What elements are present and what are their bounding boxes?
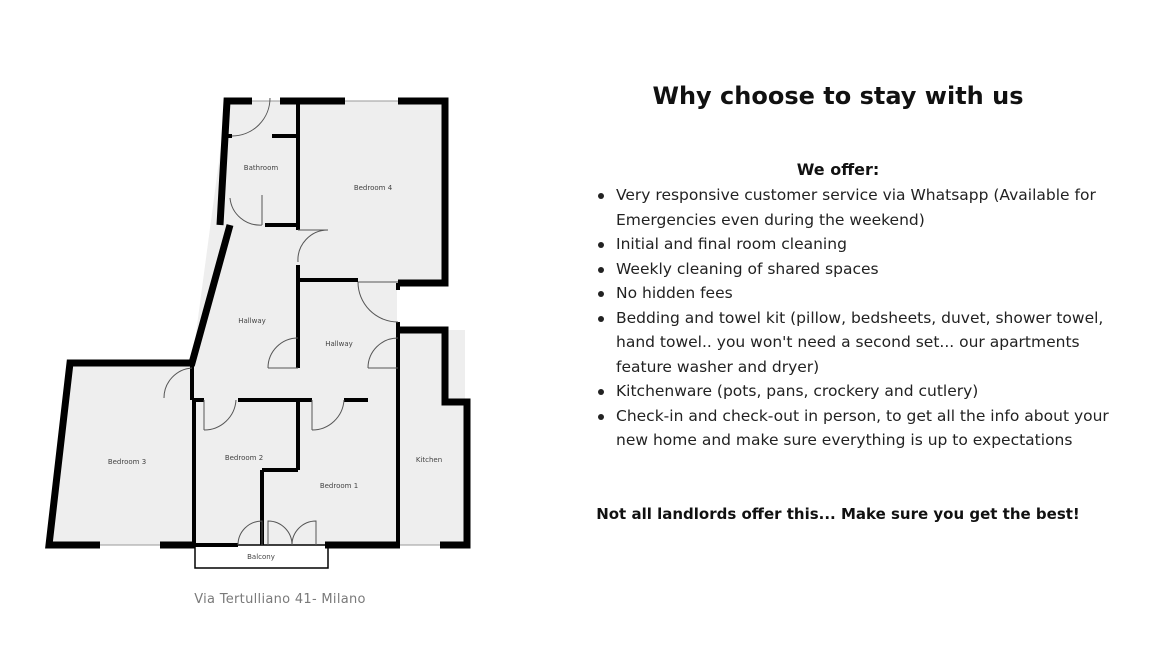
- label-hallway-right: Hallway: [325, 340, 353, 348]
- list-item: [596, 306, 1116, 380]
- list-item: [596, 404, 1116, 453]
- list-item: [596, 183, 1116, 232]
- label-bedroom-2: Bedroom 2: [224, 454, 264, 462]
- address-caption: Via Tertulliano 41- Milano: [194, 592, 366, 607]
- label-bedroom-3: Bedroom 3: [107, 458, 147, 466]
- list-item-text: Bedding and towel kit (pillow, bedsheets, duvet, shower towel, hand towel.. you won't need a second set... our apartments feature washer and dryer): [616, 308, 1104, 376]
- bullet-icon: [598, 291, 604, 297]
- list-item-text: No hidden fees: [616, 284, 733, 302]
- list-item: [596, 281, 1116, 306]
- list-item-text: Very responsive customer service via Whatsapp (Available for Emergencies even during the weekend): [616, 186, 1096, 229]
- bullet-icon: [598, 389, 604, 395]
- offer-list: [596, 183, 1116, 453]
- bullet-icon: [598, 267, 604, 273]
- page-title: Why choose to stay with us: [652, 82, 1024, 110]
- label-kitchen: Kitchen: [415, 456, 443, 464]
- list-item-text: Initial and final room cleaning: [616, 235, 847, 253]
- closing-statement: Not all landlords offer this... Make sure you get the best!: [596, 505, 1080, 523]
- offer-heading: We offer:: [796, 160, 880, 179]
- list-item: [596, 257, 1116, 282]
- list-item: [596, 232, 1116, 257]
- bullet-icon: [598, 193, 604, 199]
- label-balcony: Balcony: [247, 553, 275, 561]
- list-item-text: Check-in and check-out in person, to get all the info about your new home and make sure everything is up to expectations: [616, 406, 1109, 449]
- label-bathroom: Bathroom: [243, 164, 279, 172]
- list-item-text: Weekly cleaning of shared spaces: [616, 259, 879, 278]
- bullet-icon: [598, 414, 604, 420]
- label-bedroom-1: Bedroom 1: [319, 482, 359, 490]
- list-item-text: Kitchenware (pots, pans, crockery and cutlery): [616, 382, 979, 400]
- label-bedroom-4: Bedroom 4: [353, 184, 393, 192]
- bullet-icon: [598, 242, 604, 248]
- list-item: [596, 379, 1116, 404]
- bullet-icon: [598, 316, 604, 322]
- label-hallway-left: Hallway: [238, 317, 266, 325]
